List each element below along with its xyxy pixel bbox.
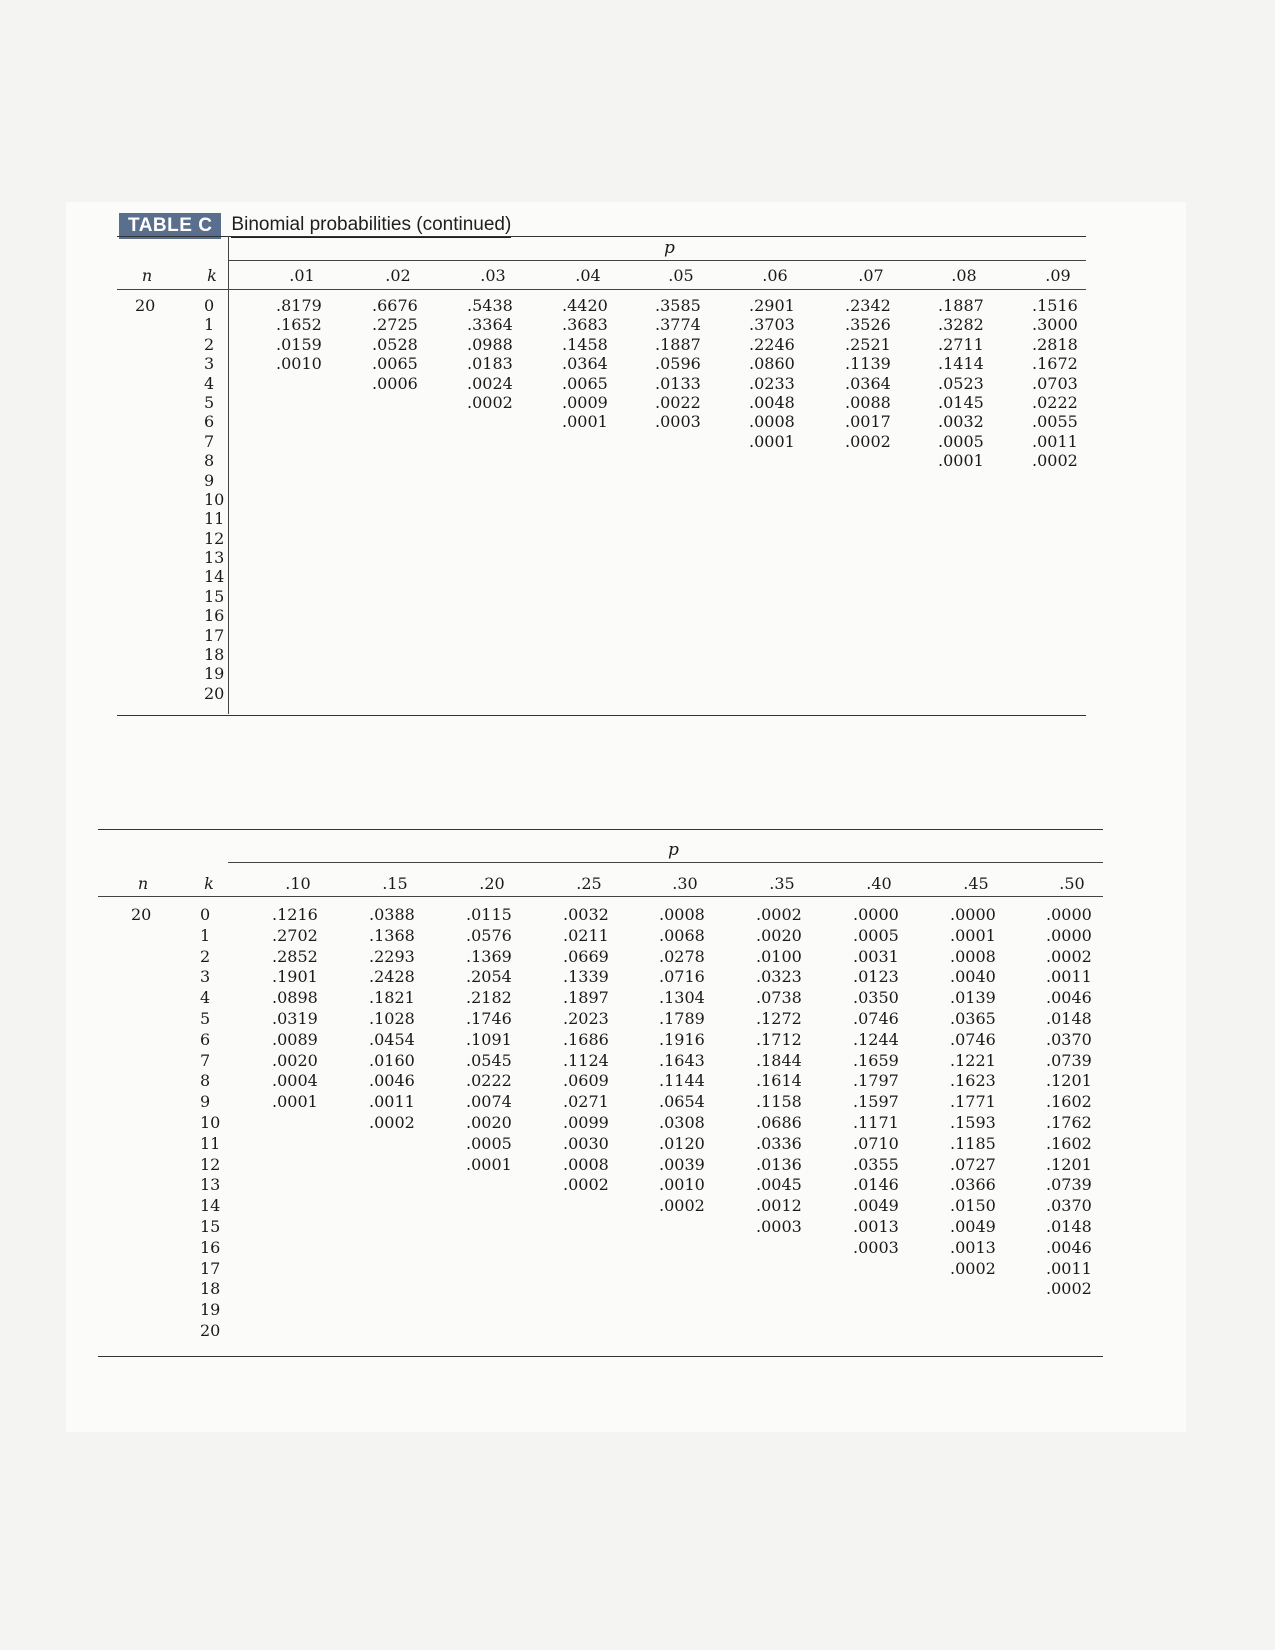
bottom-table-cell: .1593 [950,1112,996,1132]
bottom-table-cell: .0115 [466,905,512,924]
top-table-header-rule [117,289,1086,290]
top-k-value: 2 [204,334,215,354]
bottom-table-cell: .0123 [853,967,899,987]
top-value-column [845,296,891,451]
bottom-table-cell: .1339 [563,967,609,987]
bottom-column-header: .30 [672,874,698,893]
bottom-table-cell: .2023 [563,1008,609,1028]
bottom-table-cell: .1244 [853,1029,899,1049]
top-table-cell: .1458 [562,334,608,354]
bottom-column-header: .35 [769,874,795,893]
bottom-k-value: 0 [200,905,211,924]
bottom-table-cell: .0576 [466,925,512,945]
bottom-column-header: .25 [576,874,602,893]
bottom-table-cell: .0099 [563,1112,609,1132]
top-column-header: .06 [762,266,788,285]
bottom-table-cell: .0001 [466,1154,512,1174]
bottom-table-cell: .0000 [950,905,996,924]
bottom-table-cell: .1028 [369,1008,415,1028]
bottom-table-cell: .1686 [563,1029,609,1049]
bottom-k-value: 14 [200,1196,221,1216]
top-table-cell: .2901 [749,296,795,315]
bottom-table-cell: .1916 [659,1029,705,1049]
top-table-cell: .0860 [749,354,795,374]
bottom-table-cell: .0100 [756,946,802,966]
bottom-table-cell: .0139 [950,988,996,1008]
bottom-table-cell: .0308 [659,1112,705,1132]
bottom-k-value: 13 [200,1175,221,1195]
top-table-cell: .1672 [1032,354,1078,374]
bottom-table-cell: .0654 [659,1092,705,1112]
bottom-table-cell: .0002 [1046,1279,1092,1299]
bottom-table-cell: .0336 [756,1133,802,1153]
bottom-table-cell: .1797 [853,1071,899,1091]
bottom-table-cell: .0746 [950,1029,996,1049]
bottom-column-header: .10 [285,874,311,893]
top-table-cell: .3526 [845,315,891,335]
bottom-table-cell: .0739 [1046,1050,1092,1070]
bottom-value-column [950,905,996,1279]
top-table-cell: .0024 [467,373,513,393]
bottom-table-cell: .0746 [853,1008,899,1028]
bottom-table-cell: .0020 [756,925,802,945]
bottom-value-column [369,905,415,1134]
top-table-cell: .0159 [276,334,322,354]
top-k-value: 10 [204,489,225,509]
bottom-k-value: 12 [200,1154,221,1174]
bottom-table-cell: .0004 [272,1071,318,1091]
top-k-value: 5 [204,392,215,412]
bottom-table-cell: .0040 [950,967,996,987]
bottom-table-cell: .0710 [853,1133,899,1153]
top-value-column [655,296,701,432]
top-table-cell: .0596 [655,354,701,374]
top-column-header: .05 [668,266,694,285]
bottom-table-cell: .0013 [853,1216,899,1236]
bottom-table-cell: .0008 [950,946,996,966]
bottom-table-cell: .1643 [659,1050,705,1070]
bottom-value-column [659,905,705,1217]
top-table-cell: .2818 [1032,334,1078,354]
top-table-cell: .6676 [372,296,418,315]
bottom-n-header: n [137,874,149,893]
bottom-k-header: k [204,874,214,893]
bottom-table-cell: .0211 [563,925,609,945]
top-table-cell: .0048 [749,392,795,412]
bottom-table-cell: .1789 [659,1008,705,1028]
top-k-value: 3 [204,354,215,374]
top-k-value: 4 [204,373,215,393]
bottom-table-cell: .1597 [853,1092,899,1112]
top-k-header: k [207,266,217,285]
top-table-cell: .0002 [845,431,891,451]
bottom-table-cell: .0046 [369,1071,415,1091]
bottom-value-column [466,905,512,1175]
bottom-k-value: 15 [200,1216,221,1236]
bottom-column-header: .50 [1059,874,1085,893]
bottom-table-cell: .0148 [1046,1008,1092,1028]
top-value-column [372,296,418,393]
bottom-table-cell: .0001 [950,925,996,945]
top-table-cell: .0002 [1032,451,1078,471]
bottom-table-cell: .0000 [1046,925,1092,945]
top-table-cell: .8179 [276,296,322,315]
bottom-table-cell: .1623 [950,1071,996,1091]
top-table-cell: .1516 [1032,296,1078,315]
bottom-table-cell: .1746 [466,1008,512,1028]
bottom-value-column [563,905,609,1196]
bottom-table-cell: .0146 [853,1175,899,1195]
top-table-cell: .0183 [467,354,513,374]
bottom-column-header: .20 [479,874,505,893]
top-column-header: .01 [289,266,315,285]
bottom-table-cell: .0136 [756,1154,802,1174]
bottom-table-cell: .0739 [1046,1175,1092,1195]
bottom-value-column [1046,905,1092,1300]
bottom-table-cell: .1304 [659,988,705,1008]
bottom-table-cell: .0319 [272,1008,318,1028]
bottom-value-column [756,905,802,1238]
bottom-table-cell: .0008 [659,905,705,924]
bottom-table-cell: .0039 [659,1154,705,1174]
bottom-table-cell: .1762 [1046,1112,1092,1132]
bottom-table-cell: .0008 [563,1154,609,1174]
top-table-cell: .0003 [655,412,701,432]
top-k-value: 17 [204,625,225,645]
bottom-table-cell: .0013 [950,1237,996,1257]
top-k-value: 1 [204,315,215,335]
top-table-cell: .0145 [938,392,984,412]
top-column-header: .07 [858,266,884,285]
bottom-table-cell: .0120 [659,1133,705,1153]
top-k-value: 11 [204,509,225,529]
bottom-table-cell: .2182 [466,988,512,1008]
top-n-value: 20 [135,296,156,315]
bottom-table-cell: .1368 [369,925,415,945]
top-table-cell: .0001 [938,451,984,471]
table-title: Binomial probabilities (continued) [231,214,511,238]
bottom-k-column [200,905,220,1342]
bottom-value-column [853,905,899,1259]
bottom-table-cell: .0068 [659,925,705,945]
bottom-table-cell: .1144 [659,1071,705,1091]
top-table-cell: .0222 [1032,392,1078,412]
bottom-table-cell: .0030 [563,1133,609,1153]
top-k-value: 0 [204,296,215,315]
bottom-table-cell: .0454 [369,1029,415,1049]
bottom-table-header-rule [98,896,1103,897]
top-table-cell: .0523 [938,373,984,393]
bottom-table-cell: .0350 [853,988,899,1008]
bottom-table-cell: .0271 [563,1092,609,1112]
top-table-cell: .3774 [655,315,701,335]
bottom-table-cell: .0049 [950,1216,996,1236]
bottom-table-cell: .1614 [756,1071,802,1091]
top-k-value: 19 [204,664,225,684]
bottom-table-cell: .0074 [466,1092,512,1112]
bottom-k-value: 10 [200,1112,221,1132]
top-k-column [204,296,224,703]
top-k-value: 14 [204,567,225,587]
top-table-cell: .2246 [749,334,795,354]
top-table-cell: .2725 [372,315,418,335]
bottom-table-p-rule [228,862,1103,863]
bottom-table-cell: .0005 [853,925,899,945]
bottom-table-cell: .1216 [272,905,318,924]
top-k-value: 7 [204,431,215,451]
bottom-k-value: 8 [200,1071,211,1091]
top-column-header: .08 [951,266,977,285]
bottom-table-cell: .0002 [1046,946,1092,966]
bottom-table-cell: .0000 [1046,905,1092,924]
top-column-header: .02 [385,266,411,285]
top-table-cell: .0002 [467,392,513,412]
top-table-cell: .3000 [1032,315,1078,335]
bottom-table-cell: .0049 [853,1196,899,1216]
bottom-table-cell: .1771 [950,1092,996,1112]
top-table-cell: .0065 [372,354,418,374]
bottom-table-cell: .0323 [756,967,802,987]
bottom-table-cell: .0002 [369,1112,415,1132]
top-table-cell: .0055 [1032,412,1078,432]
bottom-table-cell: .0046 [1046,1237,1092,1257]
bottom-table-cell: .0001 [272,1092,318,1112]
top-value-column [938,296,984,471]
top-value-column [467,296,513,412]
top-n-header: n [141,266,153,285]
bottom-k-value: 4 [200,988,211,1008]
bottom-table-cell: .0370 [1046,1196,1092,1216]
bottom-k-value: 1 [200,925,211,945]
top-column-header: .03 [480,266,506,285]
bottom-table-cell: .2428 [369,967,415,987]
top-k-value: 6 [204,412,215,432]
bottom-k-value: 6 [200,1029,211,1049]
bottom-table-cell: .0160 [369,1050,415,1070]
bottom-k-value: 7 [200,1050,211,1070]
top-k-value: 9 [204,470,215,490]
bottom-table-cell: .0020 [466,1112,512,1132]
top-table-cell: .0011 [1032,431,1078,451]
top-table-cell: .1652 [276,315,322,335]
top-table-cell: .0017 [845,412,891,432]
bottom-table-cell: .0727 [950,1154,996,1174]
top-table-cell: .0022 [655,392,701,412]
bottom-table-cell: .0738 [756,988,802,1008]
top-table-cell: .4420 [562,296,608,315]
bottom-k-value: 9 [200,1092,211,1112]
bottom-table-cell: .1171 [853,1112,899,1132]
bottom-k-value: 2 [200,946,211,966]
top-table-cell: .0233 [749,373,795,393]
bottom-table-cell: .0002 [563,1175,609,1195]
top-table-cell: .0364 [562,354,608,374]
bottom-p-label: p [668,840,679,860]
top-table-cell: .0065 [562,373,608,393]
bottom-table-cell: .0366 [950,1175,996,1195]
top-k-value: 13 [204,548,225,568]
top-table-cell: .5438 [467,296,513,315]
bottom-column-header: .45 [963,874,989,893]
top-table-cell: .0133 [655,373,701,393]
bottom-k-value: 19 [200,1300,221,1320]
bottom-table-cell: .0002 [659,1196,705,1216]
bottom-table-cell: .1901 [272,967,318,987]
bottom-table-cell: .0686 [756,1112,802,1132]
top-table-cell: .2711 [938,334,984,354]
bottom-table-cell: .0089 [272,1029,318,1049]
bottom-table-cell: .1201 [1046,1154,1092,1174]
top-column-header: .04 [575,266,601,285]
top-table-cell: .3703 [749,315,795,335]
bottom-table-cell: .1659 [853,1050,899,1070]
bottom-table-cell: .0370 [1046,1029,1092,1049]
bottom-table-cell: .0011 [1046,967,1092,987]
top-table-cell: .0528 [372,334,418,354]
bottom-table-cell: .2293 [369,946,415,966]
bottom-table-cell: .0545 [466,1050,512,1070]
bottom-k-value: 11 [200,1133,221,1153]
top-table-cell: .2521 [845,334,891,354]
bottom-k-value: 16 [200,1237,221,1257]
top-p-label: p [664,238,675,258]
bottom-table-cell: .0002 [950,1258,996,1278]
bottom-n-value: 20 [131,905,152,924]
bottom-table-cell: .0011 [1046,1258,1092,1278]
table-header [119,212,511,239]
top-table-cell: .0032 [938,412,984,432]
bottom-table-cell: .1221 [950,1050,996,1070]
top-table-cell: .3683 [562,315,608,335]
bottom-table-cell: .0010 [659,1175,705,1195]
bottom-table-cell: .0669 [563,946,609,966]
bottom-k-value: 18 [200,1279,221,1299]
top-table-cell: .0005 [938,431,984,451]
top-table-p-rule [228,260,1086,261]
top-column-header: .09 [1045,266,1071,285]
top-table-cell: .0008 [749,412,795,432]
top-table-cell: .3364 [467,315,513,335]
bottom-table-cell: .1124 [563,1050,609,1070]
bottom-table-cell: .2054 [466,967,512,987]
bottom-table-cell: .0031 [853,946,899,966]
top-table-cell: .1414 [938,354,984,374]
bottom-table-cell: .1201 [1046,1071,1092,1091]
bottom-table-cell: .1091 [466,1029,512,1049]
top-table-cell: .1887 [938,296,984,315]
top-value-column [562,296,608,432]
bottom-table-cell: .1158 [756,1092,802,1112]
top-table-cell: .0001 [749,431,795,451]
bottom-table-cell: .0012 [756,1196,802,1216]
bottom-table-cell: .0045 [756,1175,802,1195]
top-table-cell: .3282 [938,315,984,335]
top-table-cell: .1887 [655,334,701,354]
top-value-column [276,296,322,374]
top-k-value: 16 [204,606,225,626]
bottom-table-cell: .0278 [659,946,705,966]
bottom-table-cell: .0003 [756,1216,802,1236]
bottom-table-cell: .0005 [466,1133,512,1153]
bottom-table-cell: .1602 [1046,1092,1092,1112]
bottom-table-cell: .0222 [466,1071,512,1091]
top-k-value: 12 [204,528,225,548]
bottom-table-cell: .1897 [563,988,609,1008]
top-table-cell: .0988 [467,334,513,354]
bottom-table-cell: .1185 [950,1133,996,1153]
bottom-table-cell: .0003 [853,1237,899,1257]
bottom-table-cell: .1712 [756,1029,802,1049]
top-table-cell: .0009 [562,392,608,412]
bottom-table-cell: .2702 [272,925,318,945]
bottom-k-value: 20 [200,1320,221,1340]
top-table-cell: .0364 [845,373,891,393]
bottom-k-value: 3 [200,967,211,987]
top-table-cell: .0001 [562,412,608,432]
top-table-divider [228,236,229,714]
bottom-value-column [272,905,318,1113]
bottom-table-cell: .0032 [563,905,609,924]
bottom-k-value: 5 [200,1008,211,1028]
bottom-table-cell: .0716 [659,967,705,987]
bottom-table-cell: .0388 [369,905,415,924]
bottom-k-value: 17 [200,1258,221,1278]
top-k-value: 20 [204,683,225,703]
bottom-table-cell: .0011 [369,1092,415,1112]
table-tag: TABLE C [119,213,221,239]
bottom-table-cell: .0355 [853,1154,899,1174]
bottom-column-header: .15 [382,874,408,893]
bottom-table-cell: .2852 [272,946,318,966]
top-table-cell: .0006 [372,373,418,393]
bottom-table-cell: .0609 [563,1071,609,1091]
top-table-cell: .0088 [845,392,891,412]
bottom-table-cell: .1272 [756,1008,802,1028]
bottom-table-cell: .0150 [950,1196,996,1216]
top-table-cell: .0010 [276,354,322,374]
bottom-table-cell: .1369 [466,946,512,966]
bottom-table-cell: .1821 [369,988,415,1008]
bottom-table-cell: .0365 [950,1008,996,1028]
bottom-table-cell: .0020 [272,1050,318,1070]
top-table-cell: .3585 [655,296,701,315]
bottom-table-cell: .0148 [1046,1216,1092,1236]
bottom-column-header: .40 [866,874,892,893]
top-value-column [1032,296,1078,471]
bottom-table-cell: .0046 [1046,988,1092,1008]
bottom-table-cell: .0002 [756,905,802,924]
top-value-column [749,296,795,451]
bottom-table-cell: .1602 [1046,1133,1092,1153]
top-table-cell: .1139 [845,354,891,374]
top-table-cell: .0703 [1032,373,1078,393]
bottom-table-cell: .0898 [272,988,318,1008]
top-k-value: 8 [204,451,215,471]
bottom-table-cell: .0000 [853,905,899,924]
top-k-value: 15 [204,586,225,606]
top-k-value: 18 [204,645,225,665]
bottom-table-cell: .1844 [756,1050,802,1070]
top-table-cell: .2342 [845,296,891,315]
